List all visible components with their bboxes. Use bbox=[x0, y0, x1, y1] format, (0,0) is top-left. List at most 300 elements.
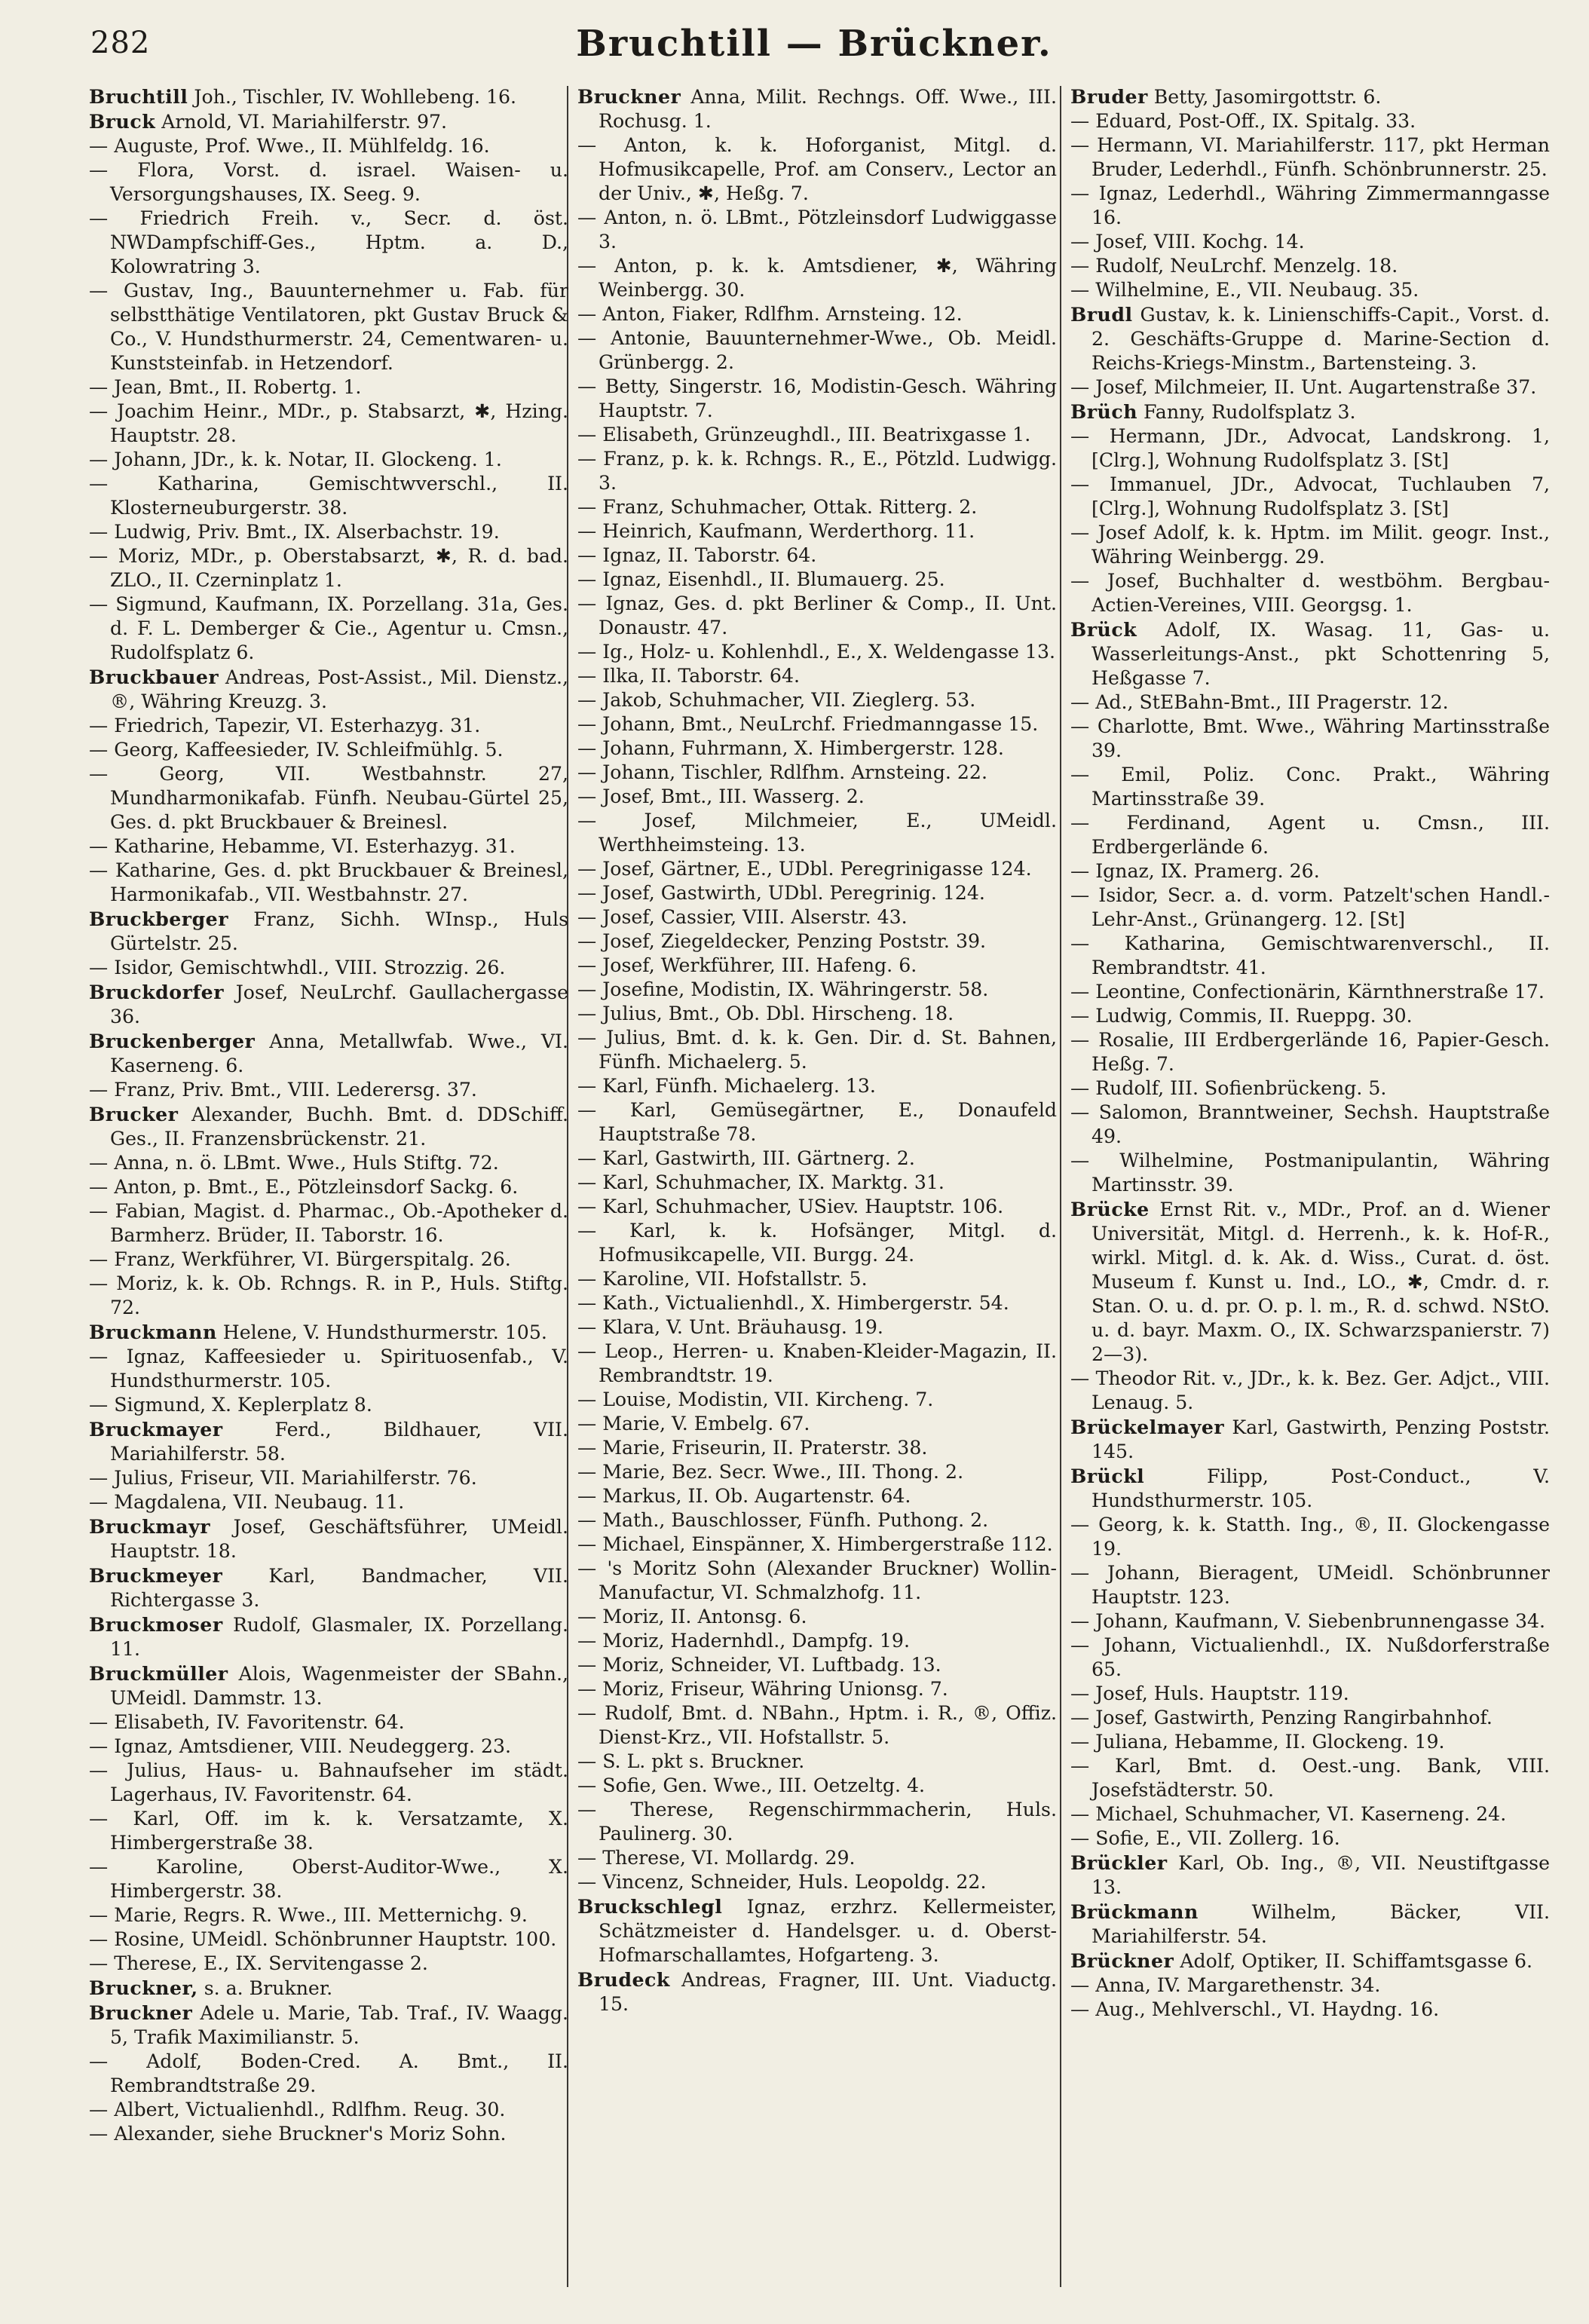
directory-entry bbox=[577, 857, 1057, 881]
entry-text: Andreas, Post-Assist., Mil. Dienstz., ®, Währing Kreuzg. 3. bbox=[110, 666, 568, 712]
directory-entry bbox=[577, 736, 1057, 761]
entry-text: — Jean, Bmt., II. Robertg. 1. bbox=[89, 376, 362, 398]
entry-text: Franz, Sichh. WInsp., Huls Gürtelstr. 25. bbox=[110, 908, 568, 954]
entry-text: Wilhelm, Bäcker, VII. Mariahilferstr. 54. bbox=[1091, 1901, 1550, 1947]
entry-text: Ignaz, erzhrz. Kellermeister, Schätzmeister d. Handelsger. u. d. Oberst-Hofmarschallamtes, Hofgarteng. 3. bbox=[599, 1896, 1057, 1966]
entry-text: — Josef Adolf, k. k. Hptm. im Milit. geogr. Inst., Währing Weinbergg. 29. bbox=[1070, 522, 1550, 568]
directory-entry bbox=[1070, 521, 1550, 569]
page-title: Bruchtill — Brückner. bbox=[576, 23, 1052, 65]
entry-text: — Math., Bauschlosser, Fünfh. Puthong. 2. bbox=[577, 1509, 989, 1531]
directory-entry bbox=[89, 1320, 568, 1345]
entry-text: — Marie, Friseurin, II. Praterstr. 38. bbox=[577, 1437, 928, 1459]
entry-text: — Klara, V. Unt. Bräuhausg. 19. bbox=[577, 1316, 883, 1338]
directory-entry bbox=[1070, 1197, 1550, 1367]
entry-text: — Karoline, Oberst-Auditor-Wwe., X. Himbergerstr. 38. bbox=[89, 1856, 568, 1902]
entry-text: — Johann, Bmt., NeuLrchf. Friedmanngasse 15. bbox=[577, 713, 1039, 735]
entry-text: — Josef, Gärtner, E., UDbl. Peregrinigasse 124. bbox=[577, 858, 1032, 880]
directory-entry bbox=[577, 1388, 1057, 1412]
directory-entry bbox=[577, 447, 1057, 495]
entry-text: Alois, Wagenmeister der SBahn., UMeidl. Dammstr. 13. bbox=[110, 1663, 568, 1709]
entry-text: — Josef, Ziegeldecker, Penzing Poststr. 39. bbox=[577, 930, 987, 952]
entry-text: — Juliana, Hebamme, II. Glockeng. 19. bbox=[1070, 1731, 1445, 1753]
entry-text: — Isidor, Gemischtwhdl., VIII. Strozzig. 26. bbox=[89, 957, 506, 978]
directory-entry bbox=[1070, 1826, 1550, 1851]
directory-entry bbox=[577, 664, 1057, 688]
directory-entry bbox=[577, 954, 1057, 978]
entry-text: — Salomon, Branntweiner, Sechsh. Hauptstraße 49. bbox=[1070, 1101, 1550, 1147]
directory-entry bbox=[1070, 715, 1550, 763]
entry-text: — Jakob, Schuhmacher, VII. Zieglerg. 53. bbox=[577, 689, 976, 711]
directory-entry bbox=[577, 1750, 1057, 1774]
entry-text: — Franz, Werkführer, VI. Bürgerspitalg. 26. bbox=[89, 1248, 511, 1270]
directory-entry bbox=[89, 859, 568, 907]
directory-entry bbox=[89, 956, 568, 980]
entry-text: — Hermann, JDr., Advocat, Landskrong. 1, [Clrg.], Wohnung Rudolfsplatz 3. [St] bbox=[1070, 425, 1550, 471]
directory-column-3 bbox=[1070, 84, 1550, 2301]
directory-entry bbox=[577, 1629, 1057, 1653]
entry-text: Karl, Gastwirth, Penzing Poststr. 145. bbox=[1091, 1416, 1550, 1462]
entry-text: — Anton, Fiaker, Rdlfhm. Arnsteing. 12. bbox=[577, 303, 963, 325]
entry-surname: Bruckner, bbox=[89, 1976, 198, 1999]
directory-entry bbox=[89, 134, 568, 158]
directory-entry bbox=[89, 207, 568, 279]
entry-text: — Georg, VII. Westbahnstr. 27, Mundharmonikafab. Fünfh. Neubau-Gürtel 25, Ges. d. pkt Bruckbauer & Breinesl. bbox=[89, 763, 568, 833]
directory-entry bbox=[577, 1074, 1057, 1098]
entry-text: — Elisabeth, Grünzeughdl., III. Beatrixgasse 1. bbox=[577, 424, 1031, 446]
page-number: 282 bbox=[90, 26, 151, 60]
entry-text: — Karl, Gemüsegärtner, E., Donaufeld Hauptstraße 78. bbox=[577, 1099, 1057, 1145]
entry-text: — Alexander, siehe Bruckner's Moriz Sohn. bbox=[89, 2123, 507, 2145]
column-divider bbox=[1060, 86, 1061, 2287]
directory-entry bbox=[1070, 302, 1550, 375]
directory-entry bbox=[89, 1417, 568, 1466]
entry-text: — Josef, Werkführer, III. Hafeng. 6. bbox=[577, 954, 917, 976]
directory-entry bbox=[89, 1078, 568, 1102]
directory-entry bbox=[577, 1147, 1057, 1171]
entry-text: — Moriz, II. Antonsg. 6. bbox=[577, 1606, 807, 1627]
entry-text: — Ferdinand, Agent u. Cmsn., III. Erdbergerlände 6. bbox=[1070, 812, 1550, 858]
entry-text: Anna, Milit. Rechngs. Off. Wwe., III. Rochusg. 1. bbox=[599, 86, 1057, 132]
entry-text: — Julius, Bmt. d. k. k. Gen. Dir. d. St. Bahnen, Fünfh. Michaelerg. 5. bbox=[577, 1027, 1057, 1073]
entry-text: — Heinrich, Kaufmann, Werderthorg. 11. bbox=[577, 520, 975, 542]
entry-text: Gustav, k. k. Linienschiffs-Capit., Vorst. d. 2. Geschäfts-Gruppe d. Marine-Section d. Reichs-Kriegs-Minstm., Bartensteing. 3. bbox=[1091, 304, 1550, 374]
entry-text: — Johann, Bieragent, UMeidl. Schönbrunner Hauptstr. 123. bbox=[1070, 1562, 1550, 1608]
entry-text: Karl, Ob. Ing., ®, VII. Neustiftgasse 13. bbox=[1091, 1852, 1550, 1898]
entry-surname: Bruckmayr bbox=[89, 1515, 211, 1538]
entry-surname: Bruckdorfer bbox=[89, 981, 224, 1003]
entry-text: — Isidor, Secr. a. d. vorm. Patzelt'schen Handl.-Lehr-Anst., Grünangerg. 12. [St] bbox=[1070, 884, 1550, 930]
directory-entry bbox=[577, 1967, 1057, 2016]
entry-surname: Brückmann bbox=[1070, 1900, 1199, 1923]
entry-surname: Bruckmoser bbox=[89, 1613, 223, 1636]
directory-entry bbox=[577, 1508, 1057, 1532]
entry-surname: Brudl bbox=[1070, 303, 1133, 326]
directory-entry bbox=[1070, 690, 1550, 715]
entry-text: — Ignaz, Kaffeesieder u. Spirituosenfab., V. Hundsthurmerstr. 105. bbox=[89, 1346, 568, 1392]
entry-text: — Wilhelmine, E., VII. Neubaug. 35. bbox=[1070, 279, 1419, 301]
directory-entry bbox=[577, 929, 1057, 954]
directory-entry bbox=[1070, 1076, 1550, 1101]
entry-text: Alexander, Buchh. Bmt. d. DDSchiff. Ges., II. Franzensbrückenstr. 21. bbox=[110, 1104, 568, 1150]
directory-entry bbox=[89, 1490, 568, 1514]
directory-entry bbox=[1070, 859, 1550, 883]
directory-entry bbox=[1070, 1101, 1550, 1149]
directory-entry bbox=[1070, 1851, 1550, 1900]
directory-entry bbox=[577, 423, 1057, 447]
entry-text: — Karoline, VII. Hofstallstr. 5. bbox=[577, 1268, 868, 1290]
directory-entry bbox=[1070, 1149, 1550, 1197]
directory-entry bbox=[577, 1557, 1057, 1605]
entry-text: Andreas, Fragner, III. Unt. Viaductg. 15. bbox=[599, 1969, 1057, 2015]
directory-entry bbox=[1070, 473, 1550, 521]
directory-entry bbox=[89, 1903, 568, 1927]
directory-entry bbox=[89, 1102, 568, 1151]
entry-text: — Josef, Buchhalter d. westböhm. Bergbau-Actien-Vereines, VIII. Georgsg. 1. bbox=[1070, 570, 1550, 616]
directory-entry bbox=[577, 1484, 1057, 1508]
entry-surname: Brüch bbox=[1070, 400, 1138, 423]
entry-text: — Charlotte, Bmt. Wwe., Währing Martinsstraße 39. bbox=[1070, 715, 1550, 761]
entry-text: — Anna, IV. Margarethenstr. 34. bbox=[1070, 1974, 1381, 1996]
directory-entry bbox=[1070, 763, 1550, 811]
directory-entry bbox=[577, 1532, 1057, 1557]
entry-text: — Ludwig, Priv. Bmt., IX. Alserbachstr. 19. bbox=[89, 521, 500, 543]
entry-text: — Ignaz, II. Taborstr. 64. bbox=[577, 544, 817, 566]
directory-entry bbox=[577, 1267, 1057, 1291]
directory-entry bbox=[89, 1612, 568, 1661]
entry-text: — Therese, E., IX. Servitengasse 2. bbox=[89, 1952, 428, 1974]
directory-entry bbox=[577, 592, 1057, 640]
directory-entry bbox=[577, 688, 1057, 712]
directory-entry bbox=[577, 1291, 1057, 1315]
entry-text: — Anna, n. ö. LBmt. Wwe., Huls Stiftg. 72. bbox=[89, 1152, 499, 1174]
directory-entry bbox=[577, 1436, 1057, 1460]
directory-entry bbox=[577, 1340, 1057, 1388]
directory-entry bbox=[577, 1098, 1057, 1147]
entry-text: — Johann, Victualienhdl., IX. Nußdorferstraße 65. bbox=[1070, 1634, 1550, 1680]
entry-surname: Bruder bbox=[1070, 85, 1148, 108]
directory-entry bbox=[577, 133, 1057, 206]
directory-entry bbox=[89, 1807, 568, 1855]
directory-entry bbox=[89, 472, 568, 520]
entry-text: — Karl, Gastwirth, III. Gärtnerg. 2. bbox=[577, 1147, 915, 1169]
entry-text: — Magdalena, VII. Neubaug. 11. bbox=[89, 1491, 405, 1513]
entry-text: — Michael, Schuhmacher, VI. Kaserneng. 24. bbox=[1070, 1803, 1507, 1825]
directory-entry bbox=[1070, 1900, 1550, 1949]
directory-entry bbox=[1070, 1730, 1550, 1754]
entry-text: — Vincenz, Schneider, Huls. Leopoldg. 22. bbox=[577, 1871, 987, 1893]
directory-entry bbox=[89, 520, 568, 544]
entry-surname: Brück bbox=[1070, 618, 1137, 641]
directory-entry bbox=[89, 834, 568, 859]
entry-surname: Bruckschlegl bbox=[577, 1895, 723, 1918]
directory-entry bbox=[577, 761, 1057, 785]
entry-text: — Josef, Milchmeier, E., UMeidl. Werthheimsteing. 13. bbox=[577, 810, 1057, 856]
directory-entry bbox=[1070, 1754, 1550, 1802]
entry-text: — Aug., Mehlverschl., VI. Haydng. 16. bbox=[1070, 1998, 1440, 2020]
entry-text: — Louise, Modistin, VII. Kircheng. 7. bbox=[577, 1389, 934, 1410]
directory-entry bbox=[1070, 109, 1550, 133]
directory-entry bbox=[1070, 133, 1550, 182]
directory-entry bbox=[89, 762, 568, 834]
directory-entry bbox=[577, 1798, 1057, 1846]
entry-text: — Rosine, UMeidl. Schönbrunner Hauptstr. 100. bbox=[89, 1928, 557, 1950]
directory-entry bbox=[577, 1605, 1057, 1629]
directory-entry bbox=[1070, 1706, 1550, 1730]
entry-surname: Bruchtill bbox=[89, 85, 188, 108]
entry-text: — Josef, Bmt., III. Wasserg. 2. bbox=[577, 785, 865, 807]
directory-entry bbox=[1070, 424, 1550, 473]
entry-text: — Rudolf, Bmt. d. NBahn., Hptm. i. R., ®, Offiz. Dienst-Krz., VII. Hofstallstr. 5. bbox=[577, 1702, 1057, 1748]
entry-text: — Johann, Fuhrmann, X. Himbergerstr. 128. bbox=[577, 737, 1004, 759]
entry-text: — Therese, VI. Mollardg. 29. bbox=[577, 1847, 856, 1869]
directory-entry bbox=[577, 1002, 1057, 1026]
directory-entry bbox=[1070, 375, 1550, 400]
directory-entry bbox=[1070, 182, 1550, 230]
entry-text: Adolf, IX. Wasag. 11, Gas- u. Wasserleitungs-Anst., pkt Schottenring 5, Heßgasse 7. bbox=[1091, 619, 1550, 689]
directory-entry bbox=[577, 1653, 1057, 1677]
directory-entry bbox=[89, 279, 568, 375]
directory-entry bbox=[89, 2098, 568, 2122]
entry-text: — Adolf, Boden-Cred. A. Bmt., II. Rembrandtstraße 29. bbox=[89, 2050, 568, 2096]
entry-surname: Bruckenberger bbox=[89, 1030, 256, 1052]
directory-entry bbox=[89, 1952, 568, 1976]
entry-text: — Moriz, Hadernhdl., Dampfg. 19. bbox=[577, 1630, 910, 1652]
entry-text: — Georg, Kaffeesieder, IV. Schleifmühlg. 5. bbox=[89, 739, 504, 761]
directory-entry bbox=[577, 640, 1057, 664]
directory-entry bbox=[577, 1701, 1057, 1750]
entry-text: Ferd., Bildhauer, VII. Mariahilferstr. 58. bbox=[110, 1419, 568, 1465]
directory-entry bbox=[577, 1219, 1057, 1267]
entry-text: — Ignaz, Eisenhdl., II. Blumauerg. 25. bbox=[577, 568, 945, 590]
directory-entry bbox=[89, 2050, 568, 2098]
entry-text: — Albert, Victualienhdl., Rdlfhm. Reug. 30. bbox=[89, 2099, 506, 2120]
entry-surname: Bruckmann bbox=[89, 1321, 217, 1343]
entry-text: — Betty, Singerstr. 16, Modistin-Gesch. Währing Hauptstr. 7. bbox=[577, 375, 1057, 421]
entry-text: — Friedrich Freih. v., Secr. d. öst. NWDampfschiff-Ges., Hptm. a. D., Kolowratring 3. bbox=[89, 207, 568, 277]
entry-text: — Ignaz, Lederhdl., Währing Zimmermanngasse 16. bbox=[1070, 182, 1550, 228]
entry-text: — Franz, Priv. Bmt., VIII. Lederersg. 37. bbox=[89, 1079, 477, 1101]
directory-entry bbox=[89, 109, 568, 134]
directory-entry bbox=[89, 84, 568, 109]
page-header bbox=[90, 20, 1538, 72]
entry-text: — Sigmund, Kaufmann, IX. Porzellang. 31a, Ges. d. F. L. Demberger & Cie., Agentur u. Cmsn., Rudolfsplatz 6. bbox=[89, 593, 568, 663]
directory-entry bbox=[89, 158, 568, 207]
directory-entry bbox=[577, 1171, 1057, 1195]
directory-entry bbox=[1070, 1513, 1550, 1561]
entry-text: Helene, V. Hundsthurmerstr. 105. bbox=[216, 1321, 547, 1343]
entry-text: Adolf, Optiker, II. Schiffamtsgasse 6. bbox=[1174, 1950, 1532, 1972]
entry-text: — Katharine, Hebamme, VI. Esterhazyg. 31. bbox=[89, 835, 516, 857]
entry-surname: Bruckmüller bbox=[89, 1662, 228, 1685]
directory-entry bbox=[577, 495, 1057, 519]
entry-text: — Johann, JDr., k. k. Notar, II. Glockeng. 1. bbox=[89, 449, 502, 470]
entry-surname: Bruckbauer bbox=[89, 666, 219, 688]
directory-entry bbox=[1070, 1973, 1550, 1998]
entry-text: — Auguste, Prof. Wwe., II. Mühlfeldg. 16. bbox=[89, 135, 490, 157]
directory-entry bbox=[89, 1710, 568, 1735]
entry-text: — Anton, p. Bmt., E., Pötzleinsdorf Sackg. 6. bbox=[89, 1176, 519, 1198]
directory-entry bbox=[577, 206, 1057, 254]
directory-entry bbox=[89, 738, 568, 762]
entry-text: — Anton, n. ö. LBmt., Pötzleinsdorf Ludwiggasse 3. bbox=[577, 207, 1057, 253]
entry-text: Arnold, VI. Mariahilferstr. 97. bbox=[155, 111, 448, 133]
entry-text: — Emil, Poliz. Conc. Prakt., Währing Martinsstraße 39. bbox=[1070, 764, 1550, 810]
entry-text: Josef, Geschäftsführer, UMeidl. Hauptstr. 18. bbox=[110, 1516, 568, 1562]
entry-text: — Sofie, Gen. Wwe., III. Oetzeltg. 4. bbox=[577, 1774, 926, 1796]
entry-text: — Josef, Cassier, VIII. Alserstr. 43. bbox=[577, 906, 908, 928]
directory-entry bbox=[577, 84, 1057, 133]
entry-text: — Friedrich, Tapezir, VI. Esterhazyg. 31. bbox=[89, 715, 481, 736]
directory-entry bbox=[89, 714, 568, 738]
entry-text: — Katharina, Gemischtwarenverschl., II. Rembrandtstr. 41. bbox=[1070, 932, 1550, 978]
directory-entry bbox=[577, 785, 1057, 809]
entry-text: — Katharina, Gemischtwverschl., II. Klosterneuburgerstr. 38. bbox=[89, 473, 568, 519]
entry-text: — Ignaz, Ges. d. pkt Berliner & Comp., II. Unt. Donaustr. 47. bbox=[577, 592, 1057, 638]
directory-entry bbox=[89, 2001, 568, 2050]
directory-entry bbox=[577, 1026, 1057, 1074]
directory-entry bbox=[577, 1677, 1057, 1701]
entry-text: — Sofie, E., VII. Zollerg. 16. bbox=[1070, 1827, 1340, 1849]
entry-text: — Elisabeth, IV. Favoritenstr. 64. bbox=[89, 1711, 405, 1733]
entry-text: Rudolf, Glasmaler, IX. Porzellang. 11. bbox=[110, 1614, 568, 1660]
entry-text: — Marie, Bez. Secr. Wwe., III. Thong. 2. bbox=[577, 1461, 964, 1483]
entry-text: Adele u. Marie, Tab. Traf., IV. Waagg. 5, Trafik Maximilianstr. 5. bbox=[110, 2002, 568, 2048]
directory-column-1 bbox=[89, 84, 568, 2301]
directory-entry bbox=[1070, 1004, 1550, 1028]
entry-text: — Julius, Friseur, VII. Mariahilferstr. 76. bbox=[89, 1467, 477, 1489]
entry-text: Karl, Bandmacher, VII. Richtergasse 3. bbox=[110, 1565, 568, 1611]
directory-entry bbox=[577, 1195, 1057, 1219]
entry-text: Betty, Jasomirgottstr. 6. bbox=[1147, 86, 1382, 108]
directory-entry bbox=[89, 375, 568, 400]
directory-entry bbox=[1070, 400, 1550, 424]
directory-entry bbox=[1070, 569, 1550, 617]
entry-text: — Michael, Einspänner, X. Himbergerstraße 112. bbox=[577, 1533, 1053, 1555]
entry-text: — Josef, Huls. Hauptstr. 119. bbox=[1070, 1683, 1349, 1704]
entry-surname: Bruck bbox=[89, 110, 156, 133]
entry-text: — Josef, Gastwirth, Penzing Rangirbahnhof. bbox=[1070, 1707, 1493, 1728]
directory-entry bbox=[1070, 1028, 1550, 1076]
entry-surname: Brückl bbox=[1070, 1465, 1145, 1487]
directory-entry bbox=[577, 1774, 1057, 1798]
entry-text: — Wilhelmine, Postmanipulantin, Währing Martinsstr. 39. bbox=[1070, 1150, 1550, 1196]
entry-text: — Flora, Vorst. d. israel. Waisen- u. Versorgungshauses, IX. Seeg. 9. bbox=[89, 159, 568, 205]
entry-text: — Markus, II. Ob. Augartenstr. 64. bbox=[577, 1485, 911, 1507]
directory-entry bbox=[89, 1393, 568, 1417]
directory-entry bbox=[577, 905, 1057, 929]
entry-text: — Franz, Schuhmacher, Ottak. Ritterg. 2. bbox=[577, 496, 978, 518]
entry-text: — Anton, p. k. k. Amtsdiener, ✱, Währing Weinbergg. 30. bbox=[577, 255, 1057, 301]
entry-text: — Julius, Bmt., Ob. Dbl. Hirscheng. 18. bbox=[577, 1003, 954, 1024]
entry-text: — Therese, Regenschirmmacherin, Huls. Paulinerg. 30. bbox=[577, 1799, 1057, 1845]
directory-entry bbox=[577, 809, 1057, 857]
entry-text: — Ad., StEBahn-Bmt., III Pragerstr. 12. bbox=[1070, 691, 1449, 713]
entry-text: — Marie, Regrs. R. Wwe., III. Metternichg. 9. bbox=[89, 1904, 528, 1926]
entry-surname: Bruckmayer bbox=[89, 1418, 223, 1441]
entry-text: Fanny, Rudolfsplatz 3. bbox=[1137, 401, 1356, 423]
entry-text: — Kath., Victualienhdl., X. Himbergerstr. 54. bbox=[577, 1292, 1009, 1314]
entry-surname: Bruckner bbox=[577, 85, 681, 108]
directory-entry bbox=[89, 1855, 568, 1903]
directory-entry bbox=[89, 1345, 568, 1393]
directory-entry bbox=[89, 907, 568, 956]
directory-entry bbox=[577, 881, 1057, 905]
entry-text: — Karl, Schuhmacher, USiev. Hauptstr. 106. bbox=[577, 1196, 1004, 1217]
entry-text: — Moriz, MDr., p. Oberstabsarzt, ✱, R. d. bad. ZLO., II. Czerninplatz 1. bbox=[89, 545, 568, 591]
entry-text: — Rudolf, III. Sofienbrückeng. 5. bbox=[1070, 1077, 1387, 1099]
entry-surname: Brückler bbox=[1070, 1851, 1168, 1874]
entry-text: — Moriz, Schneider, VI. Luftbadg. 13. bbox=[577, 1654, 941, 1676]
directory-entry bbox=[1070, 980, 1550, 1004]
entry-text: — Gustav, Ing., Bauunternehmer u. Fab. für selbstthätige Ventilatoren, pkt Gustav Bruck & Co., V. Hundsthurmerstr. 24, Cementwaren- u. Kunststeinfab. in Hetzendorf. bbox=[89, 280, 568, 374]
directory-entry bbox=[577, 1846, 1057, 1870]
directory-entry bbox=[89, 1248, 568, 1272]
entry-text: — Ilka, II. Taborstr. 64. bbox=[577, 665, 800, 687]
entry-text: — Marie, V. Embelg. 67. bbox=[577, 1413, 810, 1435]
entry-text: — Karl, Schuhmacher, IX. Marktg. 31. bbox=[577, 1171, 945, 1193]
entry-surname: Bruckner bbox=[89, 2001, 193, 2024]
directory-entry bbox=[1070, 1998, 1550, 2022]
directory-entry bbox=[1070, 1802, 1550, 1826]
directory-entry bbox=[1070, 278, 1550, 302]
entry-text: — Karl, Off. im k. k. Versatzamte, X. Himbergerstraße 38. bbox=[89, 1808, 568, 1854]
entry-text: — Karl, Bmt. d. Oest.-ung. Bank, VIII. Josefstädterstr. 50. bbox=[1070, 1755, 1550, 1801]
directory-entry bbox=[1070, 1949, 1550, 1973]
entry-text: — Josefine, Modistin, IX. Währingerstr. 58. bbox=[577, 978, 989, 1000]
directory-entry bbox=[89, 1927, 568, 1952]
directory-entry bbox=[1070, 1561, 1550, 1609]
directory-entry bbox=[1070, 932, 1550, 980]
entry-surname: Brudeck bbox=[577, 1968, 670, 1991]
entry-text: — Rudolf, NeuLrchf. Menzelg. 18. bbox=[1070, 255, 1398, 277]
directory-entry bbox=[1070, 883, 1550, 932]
entry-text: Joh., Tischler, IV. Wohllebeng. 16. bbox=[188, 86, 517, 108]
directory-entry bbox=[577, 1460, 1057, 1484]
entry-text: — Ignaz, IX. Pramerg. 26. bbox=[1070, 860, 1320, 882]
directory-entry bbox=[89, 1466, 568, 1490]
directory-entry bbox=[1070, 84, 1550, 109]
directory-entry bbox=[1070, 1415, 1550, 1464]
directory-entry bbox=[1070, 811, 1550, 859]
entry-text: — Leontine, Confectionärin, Kärnthnerstraße 17. bbox=[1070, 981, 1545, 1003]
entry-text: — Josef, Gastwirth, UDbl. Peregrinig. 124. bbox=[577, 882, 985, 904]
entry-text: — Josef, VIII. Kochg. 14. bbox=[1070, 231, 1305, 253]
directory-entry bbox=[1070, 1609, 1550, 1634]
entry-text: — Eduard, Post-Off., IX. Spitalg. 33. bbox=[1070, 110, 1416, 132]
directory-entry bbox=[577, 254, 1057, 302]
directory-entry bbox=[89, 1563, 568, 1612]
directory-entry bbox=[577, 519, 1057, 543]
entry-text: — Joachim Heinr., MDr., p. Stabsarzt, ✱, Hzing. Hauptstr. 28. bbox=[89, 400, 568, 446]
entry-text: — Immanuel, JDr., Advocat, Tuchlauben 7, [Clrg.], Wohnung Rudolfsplatz 3. [St] bbox=[1070, 473, 1550, 519]
entry-text: — Moriz, k. k. Ob. Rchngs. R. in P., Huls. Stiftg. 72. bbox=[89, 1272, 568, 1318]
directory-entry bbox=[577, 1412, 1057, 1436]
directory-entry bbox=[577, 712, 1057, 736]
directory-entry bbox=[577, 543, 1057, 568]
directory-entry bbox=[89, 1272, 568, 1320]
directory-column-2 bbox=[577, 84, 1057, 2301]
directory-entry bbox=[89, 1514, 568, 1563]
entry-text: — Ig., Holz- u. Kohlenhdl., E., X. Weldengasse 13. bbox=[577, 641, 1055, 663]
entry-text: — Karl, k. k. Hofsänger, Mitgl. d. Hofmusikcapelle, VII. Burgg. 24. bbox=[577, 1220, 1057, 1266]
directory-entry bbox=[577, 302, 1057, 326]
directory-entry bbox=[89, 980, 568, 1029]
directory-entry bbox=[89, 1735, 568, 1759]
entry-text: s. a. Brukner. bbox=[197, 1977, 333, 1999]
directory-entry bbox=[577, 1870, 1057, 1894]
entry-text: — Karl, Fünfh. Michaelerg. 13. bbox=[577, 1075, 876, 1097]
entry-text: — Franz, p. k. k. Rchngs. R., E., Pötzld. Ludwigg. 3. bbox=[577, 448, 1057, 494]
